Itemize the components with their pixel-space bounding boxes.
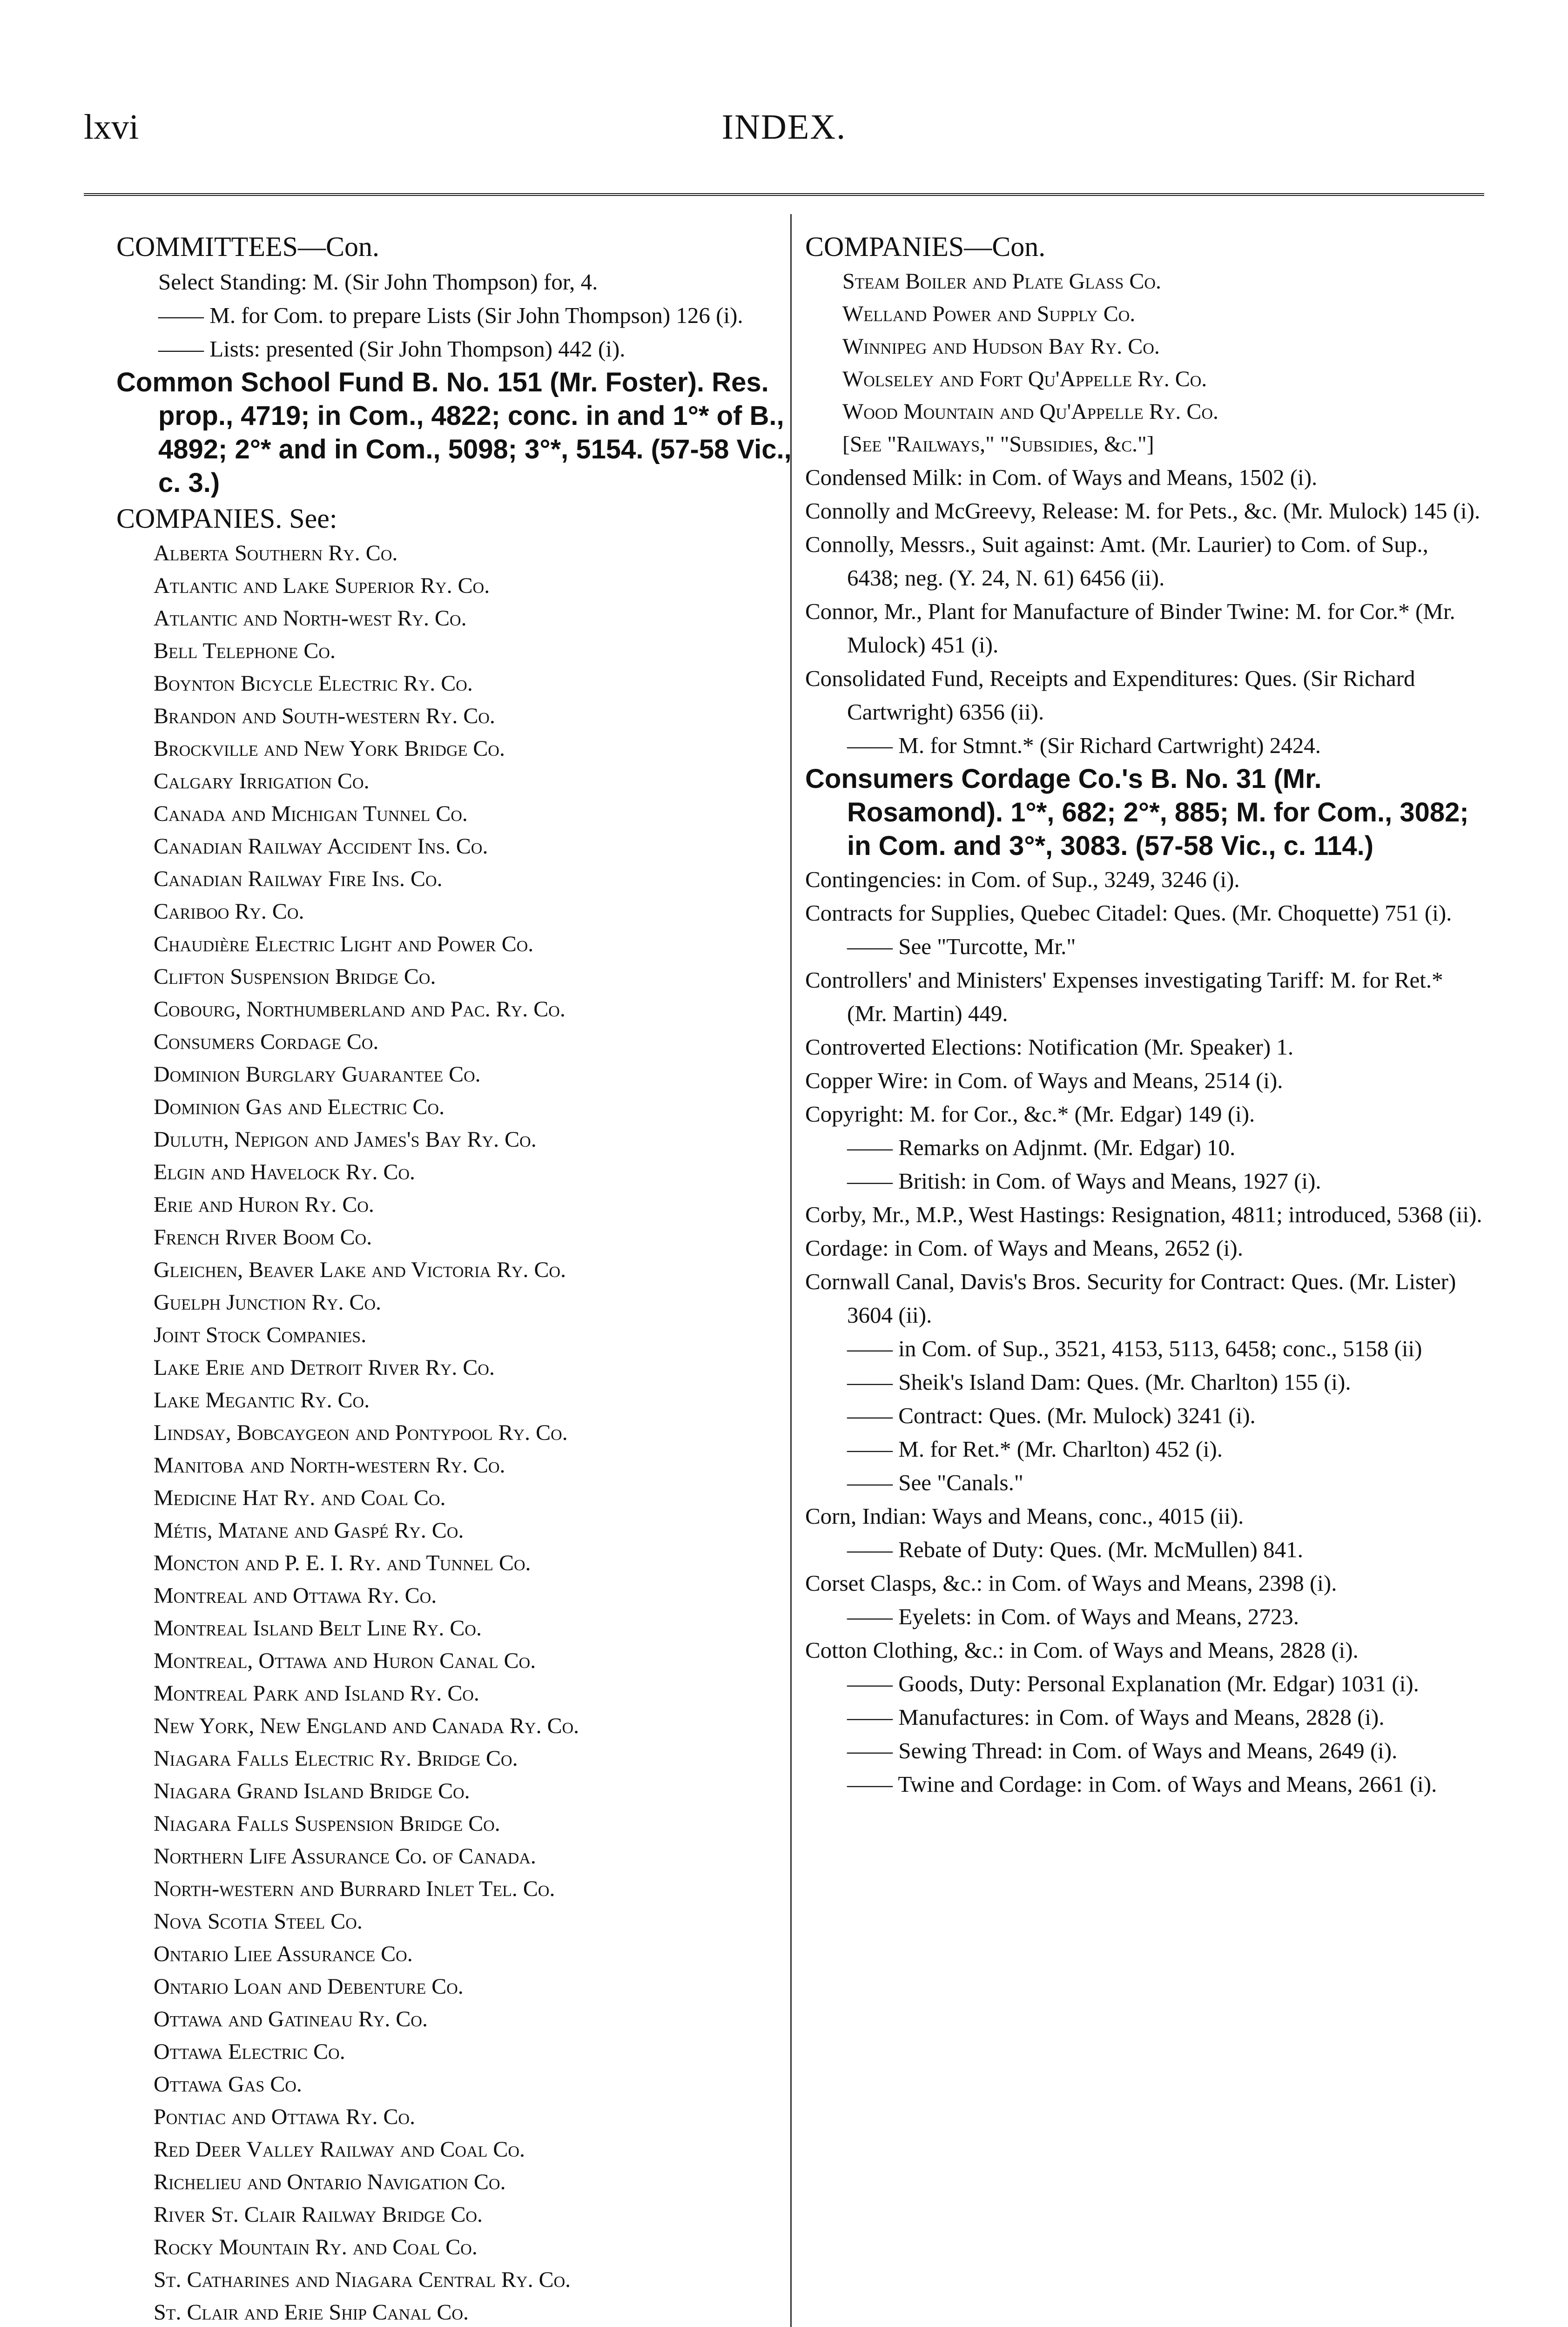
index-entry: Lake Megantic Ry. Co. (154, 1388, 370, 1412)
index-entry: —— Manufactures: in Com. of Ways and Means, 2828 (i). (847, 1704, 1385, 1730)
index-entry: Common School Fund B. No. 151 (Mr. Foster). Res. prop., 4719; in Com., 4822; conc. in and 1°* of B., 4892; 2°* and in Com., 5098; 3°*, 5154. (57-58 Vic., c. 3.) (116, 367, 792, 498)
index-entry: River St. Clair Railway Bridge Co. (154, 2202, 483, 2227)
index-entry: Corby, Mr., M.P., West Hastings: Resignation, 4811; introduced, 5368 (ii). (805, 1202, 1482, 1227)
index-entry: —— Goods, Duty: Personal Explanation (Mr. Edgar) 1031 (i). (847, 1671, 1419, 1696)
index-entry: Dominion Burglary Guarantee Co. (154, 1062, 481, 1087)
index-entry: Contracts for Supplies, Quebec Citadel: Ques. (Mr. Choquette) 751 (i). (805, 900, 1452, 926)
index-entry: Lake Erie and Detroit River Ry. Co. (154, 1355, 495, 1380)
index-entry: Montreal and Ottawa Ry. Co. (154, 1583, 437, 1608)
index-entry: COMPANIES—Con. (805, 231, 1046, 262)
index-entry: —— See "Canals." (847, 1470, 1023, 1495)
index-entry: Nova Scotia Steel Co. (154, 1909, 363, 1934)
index-entry: —— Twine and Cordage: in Com. of Ways and Means, 2661 (i). (847, 1771, 1437, 1797)
index-entry: Cordage: in Com. of Ways and Means, 2652 (i). (805, 1235, 1243, 1261)
index-entry: Red Deer Valley Railway and Coal Co. (154, 2137, 525, 2162)
index-entry: Ottawa Electric Co. (154, 2039, 345, 2064)
page-number: lxvi (84, 108, 139, 147)
index-entry: Winnipeg and Hudson Bay Ry. Co. (842, 334, 1160, 359)
index-entry: Condensed Milk: in Com. of Ways and Means, 1502 (i). (805, 464, 1318, 490)
index-entry: Ottawa Gas Co. (154, 2072, 302, 2097)
index-entry: Richelieu and Ontario Navigation Co. (154, 2170, 506, 2194)
index-entry: Bell Telephone Co. (154, 639, 336, 663)
index-entry: Connor, Mr., Plant for Manufacture of Binder Twine: M. for Cor.* (Mr. Mulock) 451 (i). (805, 599, 1455, 658)
index-entry: Lindsay, Bobcaygeon and Pontypool Ry. Co. (154, 1420, 568, 1445)
index-entry: Niagara Falls Electric Ry. Bridge Co. (154, 1746, 518, 1771)
index-entry: Chaudière Electric Light and Power Co. (154, 932, 534, 956)
index-entry: St. Catharines and Niagara Central Ry. Co. (154, 2267, 571, 2292)
index-entry: —— Lists: presented (Sir John Thompson) 442 (i). (158, 336, 626, 362)
index-entry: Cobourg, Northumberland and Pac. Ry. Co. (154, 997, 565, 1022)
index-entry: New York, New England and Canada Ry. Co. (154, 1714, 579, 1738)
index-entry: —— M. for Stmnt.* (Sir Richard Cartwright) 2424. (847, 733, 1321, 758)
index-entry: —— Eyelets: in Com. of Ways and Means, 2723. (847, 1604, 1299, 1629)
index-entry: Boynton Bicycle Electric Ry. Co. (154, 671, 473, 696)
index-entry: Canadian Railway Accident Ins. Co. (154, 834, 488, 859)
index-entry: North-western and Burrard Inlet Tel. Co. (154, 1876, 555, 1901)
index-entry: —— British: in Com. of Ways and Means, 1927 (i). (847, 1168, 1321, 1194)
index-entry: Guelph Junction Ry. Co. (154, 1290, 382, 1315)
index-entry: Connolly and McGreevy, Release: M. for Pets., &c. (Mr. Mulock) 145 (i). (805, 498, 1481, 524)
index-entry: COMMITTEES—Con. (116, 231, 380, 262)
index-entry: Canada and Michigan Tunnel Co. (154, 801, 468, 826)
index-entry: Corset Clasps, &c.: in Com. of Ways and Means, 2398 (i). (805, 1570, 1337, 1596)
index-entry: —— in Com. of Sup., 3521, 4153, 5113, 6458; conc., 5158 (ii) (847, 1336, 1422, 1361)
index-entry: Manitoba and North-western Ry. Co. (154, 1453, 505, 1478)
right-column (805, 228, 1485, 1801)
left-column (116, 228, 810, 2327)
index-entry: —— See "Turcotte, Mr." (847, 934, 1076, 959)
index-entry: —— Contract: Ques. (Mr. Mulock) 3241 (i). (847, 1403, 1256, 1428)
index-entry: Montreal Island Belt Line Ry. Co. (154, 1616, 482, 1641)
index-entry: Calgary Irrigation Co. (154, 769, 370, 794)
index-entry: Elgin and Havelock Ry. Co. (154, 1160, 416, 1184)
index-entry: Brockville and New York Bridge Co. (154, 736, 505, 761)
index-entry: —— Rebate of Duty: Ques. (Mr. McMullen) 841. (847, 1537, 1303, 1562)
index-entry: Steam Boiler and Plate Glass Co. (842, 269, 1161, 294)
index-entry: COMPANIES. See: (116, 503, 337, 534)
column-divider (790, 214, 792, 2327)
index-entry: Wolseley and Fort Qu'Appelle Ry. Co. (842, 367, 1207, 391)
index-entry: Connolly, Messrs., Suit against: Amt. (Mr. Laurier) to Com. of Sup., 6438; neg. (Y. 24, N. 61) 6456 (ii). (805, 531, 1428, 591)
index-entry: —— Remarks on Adjnmt. (Mr. Edgar) 10. (847, 1135, 1236, 1160)
index-entry: Dominion Gas and Electric Co. (154, 1095, 445, 1119)
index-entry: Select Standing: M. (Sir John Thompson) for, 4. (158, 269, 598, 295)
index-entry: Welland Power and Supply Co. (842, 302, 1136, 326)
page-title: INDEX. (721, 108, 847, 147)
index-entry: Consolidated Fund, Receipts and Expenditures: Ques. (Sir Richard Cartwright) 6356 (ii). (805, 666, 1415, 725)
index-entry: French River Boom Co. (154, 1225, 372, 1250)
index-entry: Consumers Cordage Co. (154, 1029, 379, 1054)
index-entry: [See "Railways," "Subsidies, &c."] (842, 432, 1154, 457)
index-entry: Wood Mountain and Qu'Appelle Ry. Co. (842, 399, 1219, 424)
index-entry: Northern Life Assurance Co. of Canada. (154, 1844, 536, 1869)
index-entry: Moncton and P. E. I. Ry. and Tunnel Co. (154, 1551, 531, 1575)
index-entry: Alberta Southern Ry. Co. (154, 541, 398, 565)
index-entry: Joint Stock Companies. (154, 1323, 367, 1347)
index-entry: Atlantic and Lake Superior Ry. Co. (154, 573, 490, 598)
index-entry: Corn, Indian: Ways and Means, conc., 4015 (ii). (805, 1503, 1244, 1529)
index-entry: Duluth, Nepigon and James's Bay Ry. Co. (154, 1127, 537, 1152)
index-entry: —— Sheik's Island Dam: Ques. (Mr. Charlton) 155 (i). (847, 1369, 1351, 1395)
index-entry: Canadian Railway Fire Ins. Co. (154, 867, 443, 891)
page-header (84, 107, 1484, 158)
index-entry: Medicine Hat Ry. and Coal Co. (154, 1486, 446, 1510)
index-entry: Cariboo Ry. Co. (154, 899, 304, 924)
index-entry: Niagara Falls Suspension Bridge Co. (154, 1811, 500, 1836)
index-entry: Pontiac and Ottawa Ry. Co. (154, 2105, 416, 2129)
index-entry: St. Clair and Erie Ship Canal Co. (154, 2300, 469, 2325)
index-entry: Montreal Park and Island Ry. Co. (154, 1681, 479, 1706)
index-entry: Consumers Cordage Co.'s B. No. 31 (Mr. Rosamond). 1°*, 682; 2°*, 885; M. for Com., 3082; in Com. and 3°*, 3083. (57-58 Vic., c. 114.) (805, 764, 1469, 861)
index-entry: Ontario Liee Assurance Co. (154, 1942, 413, 1966)
index-entry: Copper Wire: in Com. of Ways and Means, 2514 (i). (805, 1068, 1283, 1093)
index-entry: Contingencies: in Com. of Sup., 3249, 3246 (i). (805, 867, 1240, 892)
index-entry: Cotton Clothing, &c.: in Com. of Ways and Means, 2828 (i). (805, 1637, 1359, 1663)
index-entry: Erie and Huron Ry. Co. (154, 1192, 374, 1217)
index-entry: Rocky Mountain Ry. and Coal Co. (154, 2235, 478, 2260)
index-entry: Controverted Elections: Notification (Mr. Speaker) 1. (805, 1034, 1294, 1060)
index-entry: Ottawa and Gatineau Ry. Co. (154, 2007, 428, 2031)
index-entry: Clifton Suspension Bridge Co. (154, 964, 436, 989)
index-entry: Métis, Matane and Gaspé Ry. Co. (154, 1518, 464, 1543)
index-entry: —— M. for Com. to prepare Lists (Sir John Thompson) 126 (i). (158, 303, 743, 328)
index-entry: Ontario Loan and Debenture Co. (154, 1974, 464, 1999)
index-entry: Niagara Grand Island Bridge Co. (154, 1779, 470, 1803)
header-rule (84, 193, 1484, 196)
index-entry: Copyright: M. for Cor., &c.* (Mr. Edgar) 149 (i). (805, 1101, 1255, 1127)
index-entry: Atlantic and North-west Ry. Co. (154, 606, 467, 631)
index-entry: —— Sewing Thread: in Com. of Ways and Means, 2649 (i). (847, 1738, 1398, 1763)
index-entry: Controllers' and Ministers' Expenses investigating Tariff: M. for Ret.* (Mr. Martin) 449. (805, 967, 1443, 1026)
index-entry: Brandon and South-western Ry. Co. (154, 704, 495, 728)
index-entry: —— M. for Ret.* (Mr. Charlton) 452 (i). (847, 1436, 1223, 1462)
index-entry: Cornwall Canal, Davis's Bros. Security for Contract: Ques. (Mr. Lister) 3604 (ii). (805, 1269, 1456, 1328)
index-entry: Gleichen, Beaver Lake and Victoria Ry. Co. (154, 1258, 566, 1282)
index-entry: Montreal, Ottawa and Huron Canal Co. (154, 1648, 536, 1673)
